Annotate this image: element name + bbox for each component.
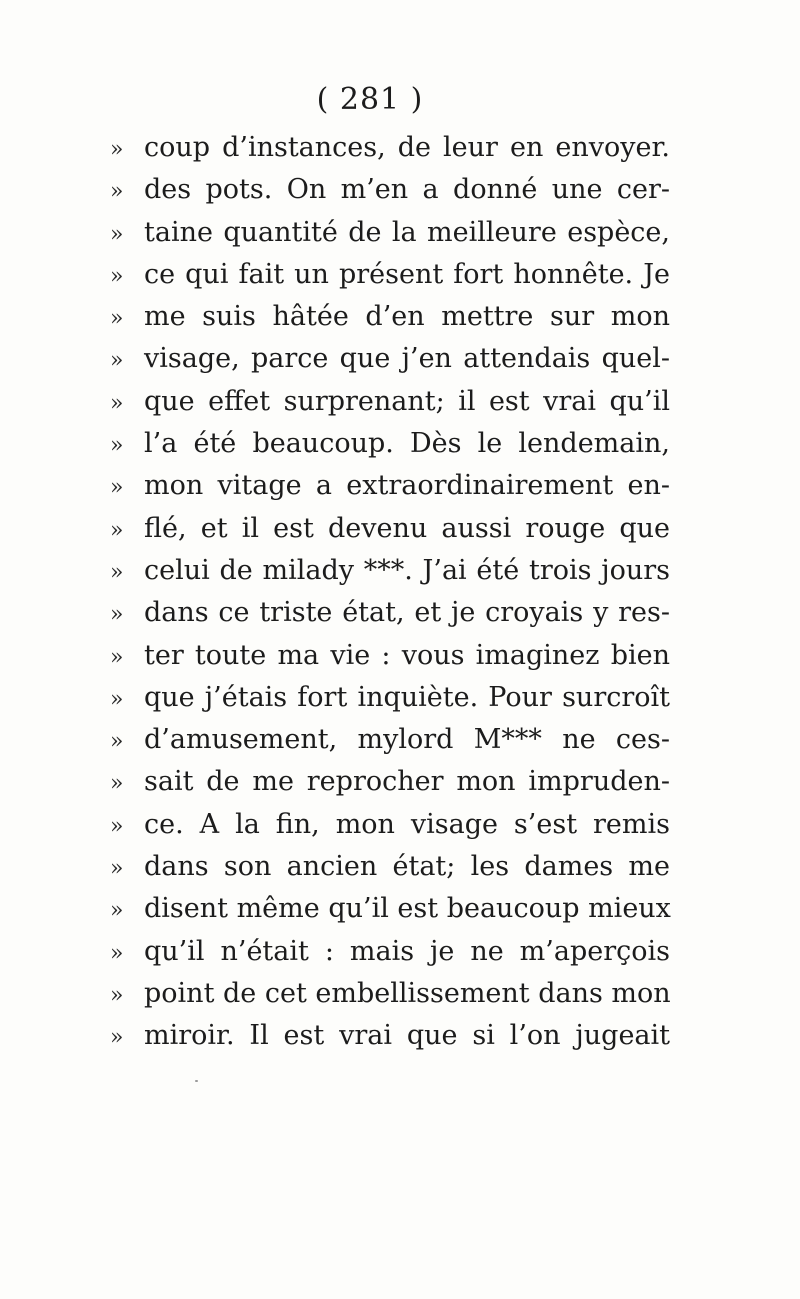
text-line xyxy=(110,846,670,888)
line-text: sait de me reprocher mon impruden- xyxy=(144,766,670,798)
quote-mark: » xyxy=(110,602,124,628)
line-text: celui de milady ***. J’ai été trois jours xyxy=(144,554,670,586)
line-text: des pots. On m’en a donné une cer- xyxy=(144,174,670,206)
quote-mark: » xyxy=(110,982,124,1008)
line-text: l’a été beaucoup. Dès le lendemain, xyxy=(144,428,670,460)
line-text: mon vitage a extraordinairement en- xyxy=(144,470,670,502)
line-text: ter toute ma vie : vous imaginez bien xyxy=(144,639,670,671)
line-text: ce. A la fin, mon visage s’est remis xyxy=(144,808,670,840)
quote-mark: » xyxy=(110,644,124,670)
line-text: visage, parce que j’en attendais quel- xyxy=(144,343,670,375)
text-line xyxy=(110,465,670,507)
line-text: coup d’instances, de leur en envoyer. xyxy=(144,132,670,163)
line-text: flé, et il est devenu aussi rouge que xyxy=(144,512,670,544)
quote-mark: » xyxy=(110,856,124,882)
line-text: point de cet embellissement dans mon xyxy=(144,977,671,1009)
quote-mark: » xyxy=(110,517,124,543)
text-line xyxy=(110,550,670,592)
quote-mark: » xyxy=(110,390,124,416)
quote-mark: » xyxy=(110,1025,124,1051)
paper-speck xyxy=(195,1080,198,1082)
line-text: taine quantité de la meilleure espèce, xyxy=(144,216,670,248)
text-line xyxy=(110,169,670,211)
text-line xyxy=(110,127,670,169)
quote-mark: » xyxy=(110,686,124,712)
line-text: dans ce triste état, et je croyais y res- xyxy=(144,597,670,629)
line-text: miroir. Il est vrai que si l’on jugeait xyxy=(144,1020,670,1052)
line-text: me suis hâtée d’en mettre sur mon xyxy=(144,301,670,333)
text-line xyxy=(110,592,670,634)
text-line xyxy=(110,381,670,423)
text-line xyxy=(110,931,670,973)
line-text: ce qui fait un présent fort honnête. Je xyxy=(144,258,670,290)
line-text: que j’étais fort inquiète. Pour surcroît xyxy=(144,681,670,713)
quote-mark: » xyxy=(110,433,124,459)
text-line xyxy=(110,888,670,930)
line-text: dans son ancien état; les dames me xyxy=(144,851,670,883)
text-line xyxy=(110,635,670,677)
quote-mark: » xyxy=(110,813,124,839)
text-line xyxy=(110,508,670,550)
quote-mark: » xyxy=(110,348,124,374)
line-text: qu’il n’était : mais je ne m’aperçois xyxy=(144,935,670,967)
text-line xyxy=(110,1015,670,1057)
text-line xyxy=(110,761,670,803)
quote-mark: » xyxy=(110,137,124,162)
quote-mark: » xyxy=(110,475,124,501)
page-number: ( 281 ) xyxy=(316,82,424,117)
text-line xyxy=(110,677,670,719)
quote-mark: » xyxy=(110,306,124,332)
text-line xyxy=(110,254,670,296)
text-line xyxy=(110,719,670,761)
text-line xyxy=(110,212,670,254)
line-text: que effet surprenant; il est vrai qu’il xyxy=(144,385,670,417)
text-line xyxy=(110,804,670,846)
quote-mark: » xyxy=(110,263,124,289)
text-line xyxy=(110,973,670,1015)
line-text: d’amusement, mylord M*** ne ces- xyxy=(144,724,670,756)
text-block xyxy=(110,127,670,1058)
quote-mark: » xyxy=(110,771,124,797)
quote-mark: » xyxy=(110,221,124,247)
quote-mark: » xyxy=(110,729,124,755)
quote-mark: » xyxy=(110,940,124,966)
line-text: disent même qu’il est beaucoup mieux xyxy=(144,893,671,925)
text-line xyxy=(110,423,670,465)
text-line xyxy=(110,296,670,338)
text-line xyxy=(110,338,670,380)
quote-mark: » xyxy=(110,898,124,924)
quote-mark: » xyxy=(110,179,124,205)
quote-mark: » xyxy=(110,559,124,585)
